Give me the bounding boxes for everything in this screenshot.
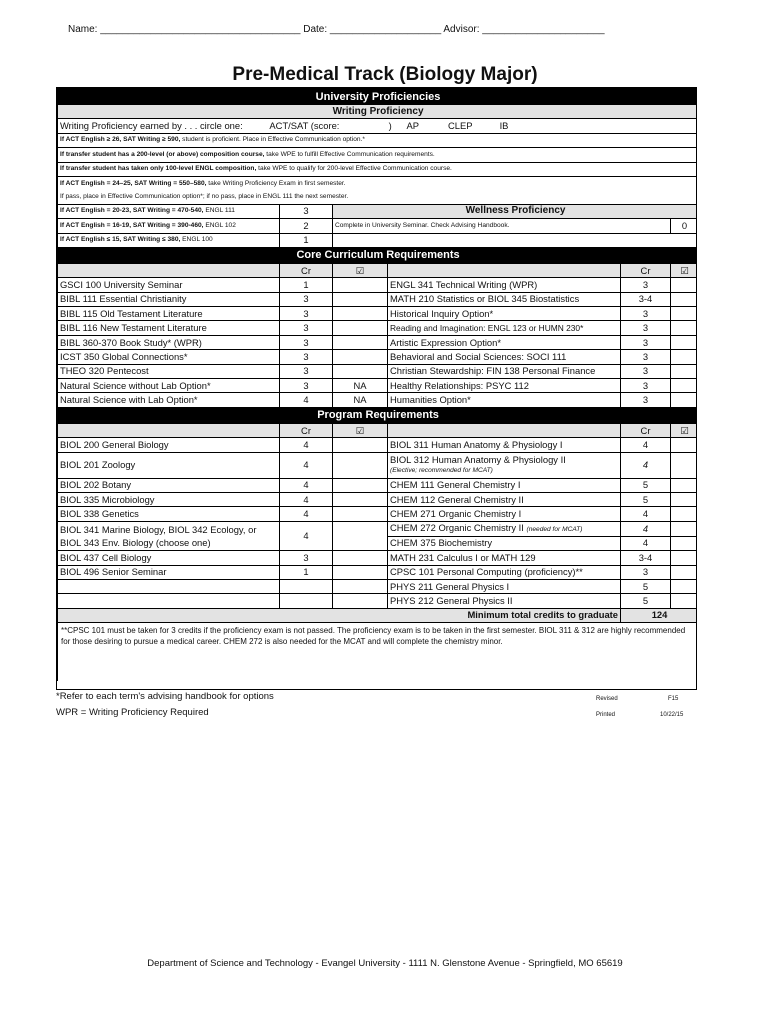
check-cell[interactable] — [671, 379, 698, 393]
table-row: BIOL 201 Zoology 4 BIOL 312 Human Anatomy & Physiology II (Elective; recommended for MCAT) 4 — [58, 452, 698, 478]
checkbox-icon: ☑ — [671, 263, 698, 277]
check-cell[interactable] — [333, 452, 388, 478]
table-row: Natural Science with Lab Option* 4 NA Humanities Option* 3 — [58, 393, 698, 407]
placement-row-3: If ACT English ≤ 15, SAT Writing ≤ 380, ENGL 100 1 — [58, 233, 698, 247]
printed-value: 10/22/15 — [660, 712, 684, 718]
requirements-table — [57, 88, 697, 681]
revised-label: Revised — [596, 696, 618, 702]
table-row: PHYS 211 General Physics I 5 — [58, 579, 698, 593]
check-cell[interactable] — [333, 321, 388, 335]
check-cell[interactable] — [333, 507, 388, 521]
checkbox-icon: ☑ — [333, 423, 388, 437]
proficiency-note-1: If ACT English ≥ 26, SAT Writing ≥ 590, student is proficient. Place in Effective Communication option.* — [58, 133, 698, 147]
table-row: BIOL 335 Microbiology 4 CHEM 112 General Chemistry II 5 — [58, 492, 698, 506]
check-cell[interactable] — [333, 292, 388, 306]
page-title: Pre-Medical Track (Biology Major) — [232, 64, 538, 85]
table-row: ICST 350 Global Connections* 3 Behavioral and Social Sciences: SOCI 111 3 — [58, 350, 698, 364]
check-cell[interactable] — [671, 321, 698, 335]
check-cell[interactable] — [671, 393, 698, 407]
check-cell[interactable] — [333, 551, 388, 565]
check-cell[interactable] — [333, 438, 388, 452]
table-row: BIBL 116 New Testament Literature 3 Reading and Imagination: ENGL 123 or HUMN 230* 3 — [58, 321, 698, 335]
earned-label: Writing Proficiency earned by . . . circle one: — [60, 120, 243, 132]
proficiency-note-4: If ACT English = 24–25, SAT Writing = 550–580, take Writing Proficiency Exam in first semester. — [58, 176, 698, 190]
table-row: BIOL 202 Botany 4 CHEM 111 General Chemistry I 5 — [58, 478, 698, 492]
check-cell[interactable] — [671, 492, 698, 506]
checkbox-icon: ☑ — [671, 423, 698, 437]
check-cell[interactable] — [333, 307, 388, 321]
check-cell[interactable] — [333, 278, 388, 292]
check-cell[interactable] — [671, 478, 698, 492]
core-column-headers: Cr ☑ Cr ☑ — [58, 263, 698, 277]
section-university-proficiencies: University Proficiencies — [58, 89, 698, 105]
table-row: THEO 320 Pentecost 3 Christian Stewardship: FIN 138 Personal Finance 3 — [58, 364, 698, 378]
proficiency-note-5: If pass, place in Effective Communication option*; if no pass, place in ENGL 111 the next semester. — [58, 190, 698, 204]
placement-cr: 3 — [280, 204, 333, 218]
wellness-heading: Wellness Proficiency — [333, 204, 698, 218]
name-date-advisor-line[interactable]: Name: ____________________________________ Date: ____________________ Advisor: ______________________ — [68, 24, 605, 35]
table-row: BIOL 200 General Biology 4 BIOL 311 Human Anatomy & Physiology I 4 — [58, 438, 698, 452]
program-column-headers: Cr ☑ Cr ☑ — [58, 423, 698, 437]
table-row: BIBL 360-370 Book Study* (WPR) 3 Artistic Expression Option* 3 — [58, 335, 698, 349]
check-cell[interactable] — [333, 478, 388, 492]
minimum-credits-row — [58, 608, 698, 622]
printed-label: Printed — [596, 712, 616, 718]
revised-value: F15 — [668, 696, 679, 702]
check-cell[interactable]: NA — [333, 393, 388, 407]
check-cell[interactable] — [333, 521, 388, 550]
refer-note: *Refer to each term's advising handbook for options — [56, 691, 274, 702]
table-row: GSCI 100 University Seminar 1 ENGL 341 Technical Writing (WPR) 3 — [58, 278, 698, 292]
check-cell[interactable] — [671, 551, 698, 565]
minimum-credits-label: Minimum total credits to graduate — [58, 608, 621, 622]
check-cell[interactable]: NA — [333, 379, 388, 393]
check-cell[interactable] — [671, 292, 698, 306]
table-row: BIOL 338 Genetics 4 CHEM 271 Organic Chemistry I 4 — [58, 507, 698, 521]
wpr-note: WPR = Writing Proficiency Required — [56, 707, 209, 718]
section-core-curriculum: Core Curriculum Requirements — [58, 247, 698, 263]
placement-row-2: If ACT English = 16-19, SAT Writing = 390-460, ENGL 102 2 Complete in University Seminar. Check Advising Handbook. 0 — [58, 219, 698, 233]
program-footnote: **CPSC 101 must be taken for 3 credits if the proficiency exam is not passed. The proficiency exam is to be taken in the first semester. BIOL 311 & 312 are highly recommended for those desiring to pursue a medical career. CHEM 272 is also needed for the MCAT and will complete the chemistry minor. — [58, 623, 698, 682]
option-clep[interactable]: CLEP — [448, 120, 473, 132]
check-cell[interactable] — [671, 335, 698, 349]
check-cell[interactable] — [671, 565, 698, 579]
check-cell[interactable] — [333, 565, 388, 579]
option-ap[interactable]: AP — [406, 120, 419, 132]
table-row: BIBL 111 Essential Christianity 3 MATH 210 Statistics or BIOL 345 Biostatistics 3-4 — [58, 292, 698, 306]
check-cell[interactable] — [671, 536, 698, 550]
table-row: PHYS 212 General Physics II 5 — [58, 594, 698, 608]
table-row: Natural Science without Lab Option* 3 NA Healthy Relationships: PSYC 112 3 — [58, 379, 698, 393]
minimum-credits-value: 124 — [621, 608, 698, 622]
proficiency-note-2: If transfer student has a 200-level (or above) composition course, take WPE to fulfill Effective Communication requirements. — [58, 148, 698, 162]
writing-proficiency-heading: Writing Proficiency — [58, 105, 698, 119]
check-cell[interactable] — [671, 278, 698, 292]
option-actsat[interactable]: ACT/SAT (score: — [269, 120, 340, 132]
check-cell[interactable] — [671, 507, 698, 521]
check-cell[interactable] — [671, 307, 698, 321]
check-cell[interactable] — [333, 492, 388, 506]
check-cell[interactable] — [333, 350, 388, 364]
checkbox-icon: ☑ — [333, 263, 388, 277]
check-cell[interactable] — [333, 335, 388, 349]
check-cell[interactable] — [671, 350, 698, 364]
check-cell[interactable] — [333, 364, 388, 378]
table-row: BIOL 496 Senior Seminar 1 CPSC 101 Personal Computing (proficiency)** 3 — [58, 565, 698, 579]
check-cell[interactable] — [671, 364, 698, 378]
section-program-requirements: Program Requirements — [58, 407, 698, 423]
table-row: BIOL 341 Marine Biology, BIOL 342 Ecology, or BIOL 343 Env. Biology (choose one) 4 CHEM 272 Organic Chemistry II (needed for MCAT) 4 — [58, 521, 698, 536]
placement-cr: 1 — [280, 233, 333, 247]
placement-cr: 2 — [280, 219, 333, 233]
table-row: BIBL 115 Old Testament Literature 3 Historical Inquiry Option* 3 — [58, 307, 698, 321]
table-row: CHEM 375 Biochemistry 4 — [58, 536, 698, 550]
check-cell[interactable] — [671, 579, 698, 593]
check-cell[interactable] — [671, 594, 698, 608]
proficiency-note-3: If transfer student has taken only 100-level ENGL composition, take WPE to qualify for 200-level Effective Communication course. — [58, 162, 698, 176]
option-actsat-close: ) — [388, 120, 392, 132]
writing-proficiency-earned-row — [58, 119, 698, 133]
check-cell[interactable] — [671, 521, 698, 536]
check-cell[interactable] — [671, 452, 698, 478]
wellness-text: Complete in University Seminar. Check Advising Handbook. — [333, 219, 671, 233]
wellness-value: 0 — [671, 219, 698, 233]
table-row: BIOL 437 Cell Biology 3 MATH 231 Calculus I or MATH 129 3-4 — [58, 551, 698, 565]
department-address: Department of Science and Technology - Evangel University - 1111 N. Glenstone Avenue - Springfield, MO 65619 — [147, 958, 623, 969]
check-cell[interactable] — [671, 438, 698, 452]
placement-row-1: If ACT English = 20-23, SAT Writing = 470-540, ENGL 111 3 Wellness Proficiency — [58, 204, 698, 218]
option-ib[interactable]: IB — [499, 120, 509, 132]
requirements-sheet — [56, 87, 697, 690]
